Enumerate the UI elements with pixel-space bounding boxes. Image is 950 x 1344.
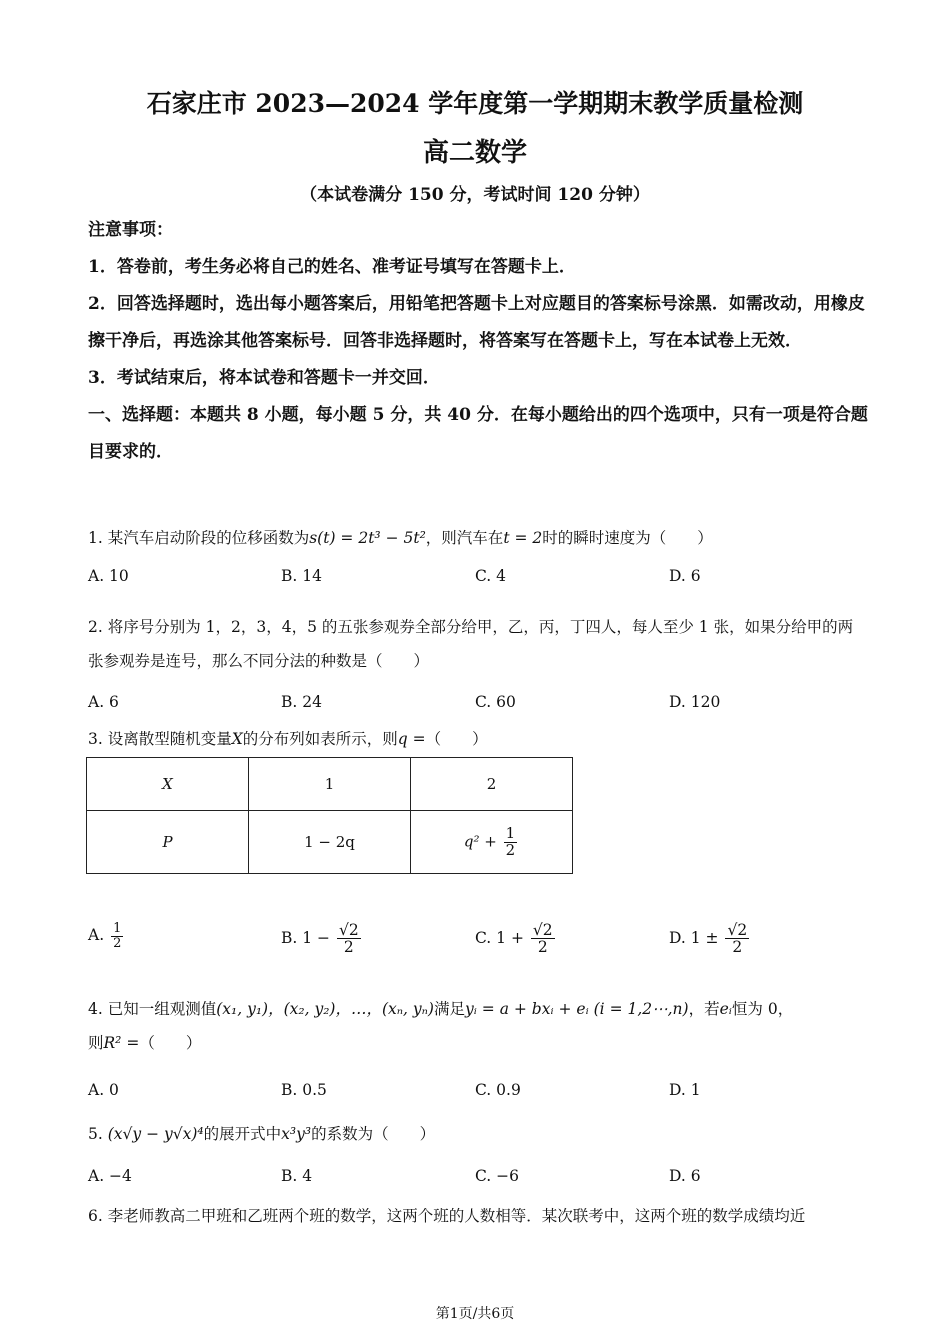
q4-pairs: (x₁, y₁)，(x₂, y₂)，…，(xₙ, yₙ) xyxy=(216,1000,434,1018)
table-cell-q-squared xyxy=(411,811,573,874)
q5-options xyxy=(88,1167,868,1197)
notice-item-1: 1．答卷前，考生务必将自己的姓名、准考证号填写在答题卡上． xyxy=(88,257,576,277)
q2-option-b[interactable]: B. 24 xyxy=(281,693,322,711)
q5-option-d[interactable]: D. 6 xyxy=(669,1167,701,1185)
fraction-denominator: 2 xyxy=(732,938,743,957)
option-fraction xyxy=(337,922,361,956)
q4-option-a[interactable]: A. 0 xyxy=(88,1081,119,1099)
q1-option-b[interactable]: B. 14 xyxy=(281,567,322,585)
q6-text: 6. 李老师教高二甲班和乙班两个班的数学，这两个班的人数相等．某次联考中，这两个班的数学成绩均近 xyxy=(88,1207,806,1225)
q2-text: 2. 将序号分别为 1，2，3，4，5 的五张参观券全部分给甲，乙，丙，丁四人，每人至少 1 张，如果分给甲的两张参观券是连号，那么不同分法的种数是（ ） xyxy=(88,618,854,670)
option-fraction xyxy=(111,922,123,950)
q2-option-c[interactable]: C. 60 xyxy=(475,693,516,711)
question-5 xyxy=(88,1117,868,1151)
q3-text-mid: 的分布列如表所示，则 xyxy=(242,730,398,748)
q2-option-a[interactable]: A. 6 xyxy=(88,693,119,711)
q4-formula: yᵢ = a + bxᵢ + eᵢ (i = 1,2⋯,n) xyxy=(465,1000,689,1018)
option-prefix: 1 − xyxy=(302,928,331,947)
notice-block xyxy=(88,212,868,471)
fraction-denominator: 2 xyxy=(505,840,516,859)
q5-option-b[interactable]: B. 4 xyxy=(281,1167,313,1185)
table-cell: 2 xyxy=(411,758,573,811)
fraction-numerator: √2 xyxy=(727,921,748,939)
fraction-denominator: 2 xyxy=(343,938,354,957)
q1-text-pre: 1. 某汽车启动阶段的位移函数为 xyxy=(88,529,310,547)
q4-text-mid: 满足 xyxy=(433,1000,465,1018)
table-cell: 1 − 2q xyxy=(249,811,411,874)
q4-ei: eᵢ xyxy=(719,1000,732,1018)
q4-r2: R² = xyxy=(103,1034,140,1052)
fraction-denominator: 2 xyxy=(113,935,122,951)
q3-options xyxy=(88,922,868,972)
q5-text-mid: 的展开式中 xyxy=(203,1125,282,1143)
table-cell-x-header: X xyxy=(87,758,249,811)
q4-line2-post: （ ） xyxy=(139,1034,202,1052)
q5-text-pre: 5. xyxy=(88,1125,103,1143)
option-label: A. xyxy=(88,926,105,945)
q1-text-post: 时的瞬时速度为（ ） xyxy=(542,529,713,547)
q3-var: X xyxy=(231,730,243,748)
q3-option-c[interactable] xyxy=(475,922,557,956)
q5-expression: (x√y − y√x)⁴ xyxy=(107,1125,204,1143)
fraction-numerator: √2 xyxy=(338,921,359,939)
q5-text-post: 的系数为（ ） xyxy=(311,1125,436,1143)
q2-options xyxy=(88,693,868,723)
q4-option-c[interactable]: C. 0.9 xyxy=(475,1081,521,1099)
option-fraction xyxy=(725,922,749,956)
option-fraction xyxy=(531,922,555,956)
q-squared-term: q² + xyxy=(463,832,497,850)
q3-option-d[interactable] xyxy=(669,922,751,956)
q5-option-c[interactable]: C. −6 xyxy=(475,1167,520,1185)
distribution-table xyxy=(86,757,573,874)
q1-option-a[interactable]: A. 10 xyxy=(88,567,129,585)
table-row xyxy=(87,758,573,811)
q5-option-a[interactable]: A. −4 xyxy=(88,1167,132,1185)
half-fraction xyxy=(504,823,518,859)
q1-options xyxy=(88,567,868,597)
q5-term: x³y³ xyxy=(281,1125,312,1143)
q4-option-b[interactable]: B. 0.5 xyxy=(281,1081,327,1099)
question-3 xyxy=(88,722,868,756)
q1-formula: s(t) = 2t³ − 5t² xyxy=(309,529,426,547)
q4-text-pre: 4. 已知一组观测值 xyxy=(88,1000,217,1018)
q1-option-c[interactable]: C. 4 xyxy=(475,567,507,585)
page-number: 第1页/共6页 xyxy=(435,1306,515,1322)
fraction-numerator: 1 xyxy=(113,921,122,936)
question-4 xyxy=(88,992,868,1060)
q4-line2-pre: 则 xyxy=(88,1034,104,1052)
q4-options xyxy=(88,1081,868,1111)
q3-text-post: =（ ） xyxy=(407,730,488,748)
exam-info: （本试卷满分 150 分，考试时间 120 分钟） xyxy=(300,185,650,205)
option-prefix: 1 + xyxy=(496,928,524,947)
question-1 xyxy=(88,521,868,555)
q3-option-b[interactable] xyxy=(281,922,363,956)
q4-option-d[interactable]: D. 1 xyxy=(669,1081,701,1099)
section-heading: 一、选择题：本题共 8 小题，每小题 5 分，共 40 分．在每小题给出的四个选项中，只有一项是符合题目要求的． xyxy=(88,405,868,462)
q1-option-d[interactable]: D. 6 xyxy=(669,567,701,585)
q1-condition: t = 2 xyxy=(503,529,543,547)
option-label: D. xyxy=(669,928,686,947)
option-label: C. xyxy=(475,928,492,947)
fraction-numerator: 1 xyxy=(505,823,516,842)
notice-heading: 注意事项： xyxy=(88,220,173,240)
q1-text-mid: ，则汽车在 xyxy=(425,529,504,547)
q3-target: q xyxy=(397,730,408,748)
table-row xyxy=(87,811,573,874)
notice-item-3: 3．考试结束后，将本试卷和答题卡一并交回． xyxy=(88,368,440,388)
q3-text-pre: 3. 设离散型随机变量 xyxy=(88,730,232,748)
option-prefix: 1 ± xyxy=(690,928,719,947)
notice-item-2: 2．回答选择题时，选出每小题答案后，用铅笔把答题卡上对应题目的答案标号涂黑．如需改动，用橡皮擦干净后，再选涂其他答案标号．回答非选择题时，将答案写在答题卡上，写在本试卷上无效． xyxy=(88,294,865,351)
subject-title: 高二数学 xyxy=(422,138,527,168)
q2-option-d[interactable]: D. 120 xyxy=(669,693,721,711)
fraction-numerator: √2 xyxy=(532,921,553,939)
table-cell: 1 xyxy=(249,758,411,811)
table-cell-p-header: P xyxy=(87,811,249,874)
question-2 xyxy=(88,610,868,678)
q4-text-post: ，若 xyxy=(688,1000,720,1018)
fraction-denominator: 2 xyxy=(537,938,548,957)
q4-text-post2: 恒为 0， xyxy=(731,1000,794,1018)
option-label: B. xyxy=(281,928,298,947)
q3-option-a[interactable] xyxy=(88,922,125,950)
exam-title: 石家庄市 2023—2024 学年度第一学期期末教学质量检测 xyxy=(146,89,804,118)
question-6 xyxy=(88,1199,868,1233)
